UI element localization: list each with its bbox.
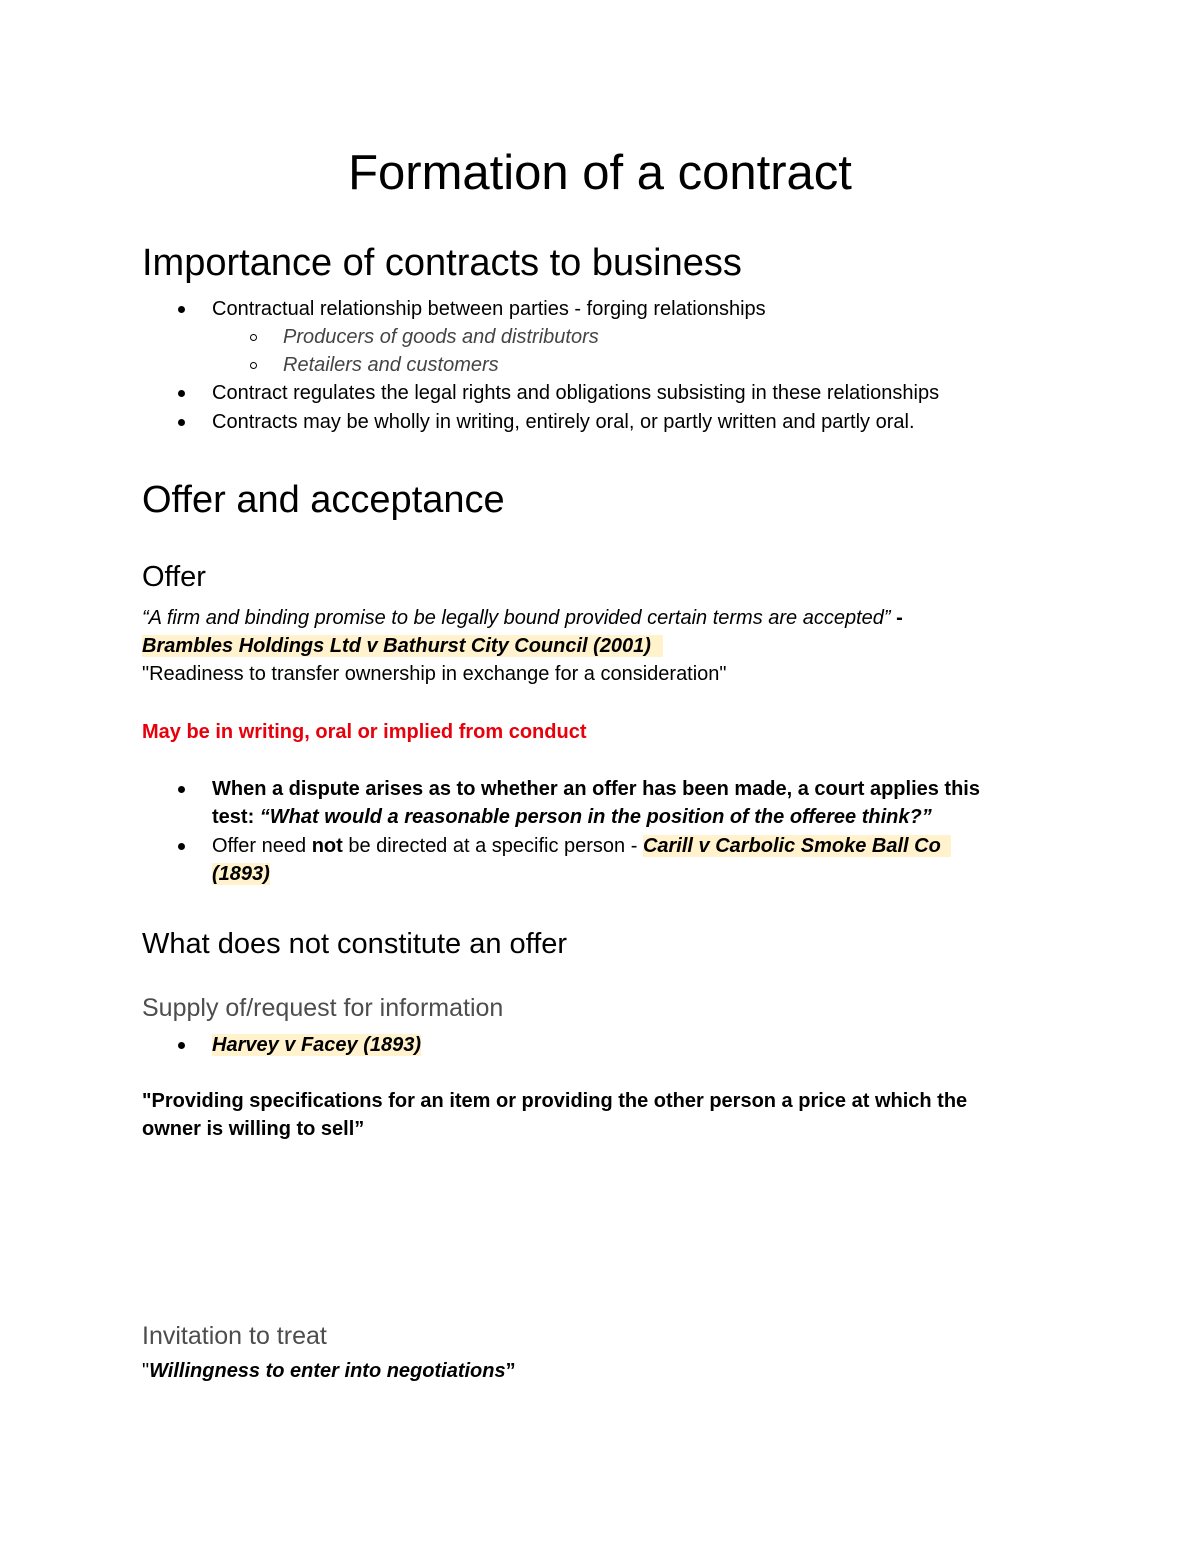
test-label: test: [212, 806, 260, 828]
bullet-dot [178, 390, 185, 397]
case-name: Carill v Carbolic Smoke Ball Co [643, 835, 951, 857]
list-item-continuation [212, 803, 932, 831]
sub-list-item: Retailers and customers [283, 354, 499, 376]
case-name: Brambles Holdings Ltd v Bathurst City Council (2001) [142, 635, 663, 657]
supply-quote-line-1: "Providing specifications for an item or providing the other person a price at which the [142, 1090, 968, 1112]
text: be directed at a specific person - [342, 835, 643, 857]
text-bold: not [311, 835, 343, 857]
list-item: When a dispute arises as to whether an offer has been made, a court applies this [212, 778, 980, 800]
heading-offer-acceptance: Offer and acceptance [142, 479, 505, 521]
quote-close: ” [505, 1360, 516, 1382]
quote-dash: - [890, 607, 903, 629]
invitation-quote [142, 1357, 516, 1385]
quote-text: Willingness to enter into negotiations [149, 1360, 506, 1382]
heading-importance: Importance of contracts to business [142, 242, 742, 284]
sub-list-item: Producers of goods and distributors [283, 326, 599, 348]
case-citation [142, 632, 663, 660]
red-note: May be in writing, oral or implied from conduct [142, 721, 587, 743]
bullet-dot [178, 843, 185, 850]
bullet-dot [178, 419, 185, 426]
supply-quote-line-2: owner is willing to sell” [142, 1118, 365, 1140]
heading-supply-info: Supply of/request for information [142, 994, 504, 1022]
sub-bullet-circle [250, 362, 257, 369]
bullet-dot [178, 786, 185, 793]
list-item [212, 1031, 421, 1059]
list-item: Contractual relationship between parties - forging relationships [212, 298, 766, 320]
heading-not-offer: What does not constitute an offer [142, 928, 568, 960]
test-quote: “What would a reasonable person in the position of the offeree think?” [259, 806, 932, 828]
offer-definition-quote-2: "Readiness to transfer ownership in exchange for a consideration" [142, 663, 727, 685]
list-item: Contract regulates the legal rights and obligations subsisting in these relationships [212, 382, 940, 404]
case-year: (1893) [212, 863, 270, 885]
bullet-dot [178, 306, 185, 313]
heading-offer: Offer [142, 561, 206, 593]
document-title: Formation of a contract [348, 146, 852, 200]
quote-open: " [142, 1360, 150, 1382]
quote-text: “A firm and binding promise to be legally bound provided certain terms are accepted” [142, 607, 891, 629]
list-item: Contracts may be wholly in writing, entirely oral, or partly written and partly oral. [212, 411, 915, 433]
text: Offer need [212, 835, 312, 857]
bullet-dot [178, 1042, 185, 1049]
offer-definition-quote [142, 604, 903, 632]
sub-bullet-circle [250, 334, 257, 341]
list-item-continuation [212, 860, 270, 888]
heading-invitation-to-treat: Invitation to treat [142, 1322, 327, 1350]
list-item [212, 832, 951, 860]
case-name: Harvey v Facey (1893) [212, 1034, 422, 1056]
